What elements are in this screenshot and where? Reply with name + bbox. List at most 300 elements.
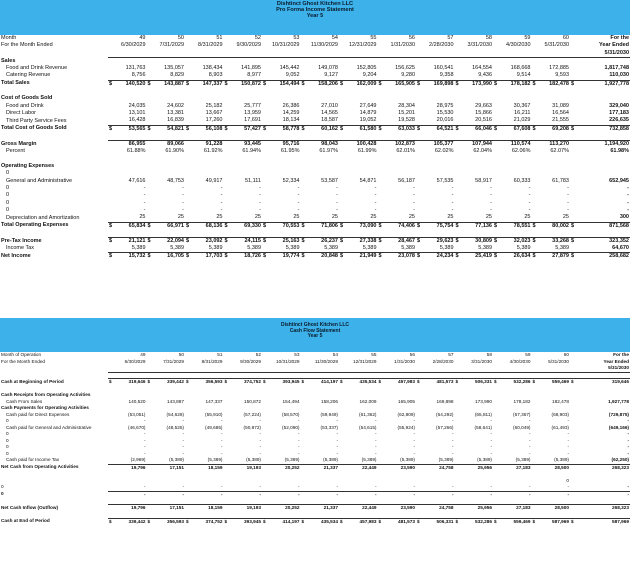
- total-cell: [570, 148, 630, 155]
- value-text: -: [297, 431, 300, 437]
- row-label: Depreciation and Amortization: [6, 214, 80, 221]
- row-label: Cash paid for Direct Expenses: [6, 411, 70, 417]
- value-text: -: [336, 484, 338, 490]
- currency-symbol: $: [571, 518, 574, 524]
- value-cell: [147, 192, 186, 199]
- value-text: 60,162: [321, 125, 338, 132]
- value-cell: [224, 245, 263, 253]
- value-cell: [224, 192, 263, 199]
- value-text: 54,821: [167, 125, 184, 132]
- value-cell: [455, 253, 494, 261]
- month-date: 9/30/2029: [236, 42, 261, 49]
- value-cell: [224, 491, 263, 498]
- value-text: 20,252: [285, 505, 300, 511]
- value-text: -: [528, 184, 531, 191]
- value-cell: [532, 491, 571, 498]
- total-cell: [570, 72, 630, 80]
- currency-symbol: $: [417, 222, 421, 229]
- currency-symbol: $: [263, 80, 267, 87]
- month-date: 6/30/2029: [124, 358, 146, 364]
- value-text: 47,616: [128, 177, 146, 184]
- value-text: 77,136: [475, 222, 492, 229]
- value-cell: [493, 185, 532, 192]
- value-text: 18,159: [208, 505, 223, 511]
- total-text: 1,194,920: [604, 140, 629, 147]
- value-text: -: [528, 491, 531, 497]
- value-text: 19,796: [131, 505, 146, 511]
- total-cell: [570, 178, 630, 185]
- total-text: 226,635: [609, 117, 629, 124]
- value-cell: [532, 117, 571, 125]
- value-text: -: [182, 418, 184, 424]
- spacer-cell: [493, 365, 532, 372]
- value-text: 61.99%: [357, 148, 377, 155]
- month-label: Month of Operation: [1, 352, 42, 358]
- month-number: 57: [447, 35, 454, 42]
- value-text: -: [259, 199, 261, 206]
- value-text: 71,806: [321, 222, 338, 229]
- value-text: -: [143, 199, 146, 206]
- row-label: Cost of Goods Sold: [1, 95, 53, 102]
- value-cell: [108, 457, 147, 464]
- spacer-cell: [147, 50, 186, 58]
- value-cell: [339, 125, 378, 133]
- value-cell: [262, 178, 301, 185]
- value-text: 61,580: [359, 125, 377, 132]
- value-text: 28,975: [436, 102, 454, 109]
- spacer-cell: [493, 50, 532, 58]
- value-cell: [378, 110, 417, 117]
- value-cell: [262, 185, 301, 192]
- month-date: 8/31/2029: [198, 42, 223, 49]
- value-text: 100,428: [356, 140, 377, 147]
- total-date: 5/31/2030: [570, 50, 630, 58]
- total-text: 268,323: [612, 464, 629, 470]
- value-text: -: [528, 192, 531, 199]
- value-text: 25: [216, 214, 223, 221]
- currency-symbol: $: [224, 222, 228, 229]
- value-text: 22,449: [362, 505, 377, 511]
- currency-symbol: $: [494, 253, 498, 260]
- currency-symbol: $: [340, 237, 344, 244]
- total-text: 871,568: [609, 222, 629, 229]
- value-text: (53,051): [128, 411, 146, 417]
- currency-symbol: $: [263, 379, 266, 385]
- value-text: 19,528: [398, 117, 415, 124]
- value-cell: [147, 140, 186, 148]
- value-text: 23,092: [205, 237, 223, 244]
- value-cell: [108, 200, 147, 207]
- value-cell: [455, 505, 494, 512]
- value-text: -: [182, 206, 184, 213]
- value-text: 9,204: [362, 72, 377, 79]
- value-cell: [339, 178, 378, 185]
- value-text: -: [182, 491, 184, 497]
- value-text: -: [182, 484, 184, 490]
- value-cell: [532, 192, 571, 199]
- table-row: [0, 245, 630, 253]
- month-number: 55: [370, 35, 377, 42]
- row-label: Cash Payments for Operating Activities: [1, 405, 89, 411]
- value-cell: [147, 207, 186, 214]
- value-text: 559,469: [513, 518, 531, 524]
- currency-symbol: $: [109, 253, 113, 260]
- value-cell: [224, 140, 263, 148]
- total-cell: [570, 200, 630, 207]
- month-date: 9/30/2029: [240, 358, 261, 364]
- currency-symbol: $: [186, 518, 189, 524]
- value-cell: [416, 178, 455, 185]
- value-cell: [339, 253, 378, 261]
- value-text: 143,887: [164, 80, 184, 87]
- row-label: 0: [6, 418, 9, 424]
- table-row: [0, 491, 630, 498]
- currency-symbol: $: [378, 237, 382, 244]
- value-text: -: [490, 431, 492, 437]
- value-cell: [455, 125, 494, 133]
- total-text: 323,352: [609, 237, 629, 244]
- value-text: 141,895: [241, 64, 261, 71]
- value-cell: [532, 72, 571, 80]
- currency-symbol: $: [147, 518, 151, 524]
- value-cell: [262, 214, 301, 222]
- value-text: -: [336, 192, 338, 199]
- total-text: 652,945: [609, 177, 629, 184]
- value-text: 5,389: [478, 245, 492, 252]
- value-text: -: [490, 484, 492, 490]
- value-text: -: [143, 491, 146, 497]
- value-text: 61.88%: [126, 148, 146, 155]
- currency-symbol: $: [301, 518, 305, 524]
- currency-symbol: $: [301, 237, 305, 244]
- value-text: 150,872: [244, 398, 261, 404]
- value-cell: [185, 214, 224, 222]
- value-text: 8,829: [170, 72, 184, 79]
- currency-symbol: $: [186, 237, 190, 244]
- value-text: -: [336, 199, 338, 206]
- value-cell: [262, 80, 301, 88]
- value-cell: [262, 491, 301, 498]
- value-text: 75,754: [436, 222, 454, 229]
- total-cell: [570, 505, 630, 512]
- value-text: 17,151: [169, 505, 184, 511]
- value-text: -: [220, 431, 223, 437]
- value-cell: [301, 457, 340, 464]
- value-cell: [301, 178, 340, 185]
- month-ended-label: For the Month Ended: [1, 358, 46, 364]
- value-text: -: [297, 444, 300, 450]
- currency-symbol: $: [455, 237, 459, 244]
- value-text: 156,625: [395, 64, 415, 71]
- spacer-cell: [339, 365, 378, 372]
- value-cell: [224, 178, 263, 185]
- value-text: (5,389): [400, 457, 415, 463]
- value-text: 102,873: [395, 140, 415, 147]
- value-text: 29,623: [436, 237, 454, 244]
- total-text: 300: [619, 214, 629, 221]
- month-number: 60: [563, 352, 569, 358]
- value-cell: [185, 170, 224, 177]
- value-cell: [532, 245, 571, 253]
- value-text: 23,590: [400, 505, 415, 511]
- value-cell: [493, 207, 532, 214]
- value-text: 17,151: [169, 464, 184, 470]
- value-cell: [224, 379, 263, 386]
- value-cell: [378, 125, 417, 133]
- value-cell: [224, 237, 263, 245]
- total-cell: [570, 125, 630, 133]
- spacer-cell: [185, 365, 224, 372]
- value-text: 374,752: [244, 379, 261, 385]
- value-cell: [224, 72, 263, 80]
- currency-symbol: $: [186, 222, 190, 229]
- table-row: [0, 192, 630, 199]
- row-label: Catering Revenue: [6, 72, 51, 79]
- value-text: -: [567, 437, 569, 443]
- value-text: 5,389: [285, 245, 300, 252]
- value-text: 51,111: [244, 177, 261, 184]
- value-cell: [493, 140, 532, 148]
- value-text: 165,905: [398, 398, 415, 404]
- currency-symbol: $: [571, 80, 575, 87]
- value-text: -: [259, 192, 261, 199]
- value-text: 165,905: [395, 80, 415, 87]
- month-number: 54: [332, 352, 338, 358]
- value-text: 16,211: [514, 109, 531, 116]
- value-text: -: [374, 484, 377, 490]
- value-cell: [108, 110, 147, 117]
- value-cell: [224, 65, 263, 72]
- value-text: 16,839: [167, 117, 184, 124]
- spacer-cell: [108, 50, 147, 58]
- table-row: [0, 58, 630, 65]
- value-text: (55,910): [205, 411, 223, 417]
- row-label: Total Sales: [1, 80, 30, 87]
- value-cell: [378, 65, 417, 72]
- value-cell: [493, 178, 532, 185]
- total-cell: [570, 237, 630, 245]
- company-name: Dishtinct Ghost Kitchen LLC: [276, 1, 354, 7]
- month-date: 7/31/2029: [159, 42, 184, 49]
- value-cell: [339, 200, 378, 207]
- value-text: 21,555: [552, 117, 569, 124]
- total-text: 64,670: [612, 245, 629, 252]
- value-text: -: [259, 431, 261, 437]
- value-text: -: [413, 450, 415, 456]
- value-text: 152,805: [356, 64, 377, 71]
- value-text: -: [528, 484, 531, 490]
- currency-symbol: $: [532, 379, 536, 385]
- value-text: -: [567, 199, 569, 206]
- value-text: -: [297, 192, 300, 199]
- currency-symbol: $: [378, 222, 382, 229]
- value-cell: [455, 170, 494, 177]
- value-cell: [108, 245, 147, 253]
- row-label: Operating Expenses: [1, 162, 55, 169]
- value-cell: [108, 214, 147, 222]
- value-text: -: [413, 491, 415, 497]
- value-cell: [262, 125, 301, 133]
- value-cell: [301, 200, 340, 207]
- value-text: 62.01%: [396, 148, 415, 155]
- currency-symbol: $: [224, 253, 228, 260]
- value-cell: [262, 399, 301, 406]
- value-cell: [532, 103, 571, 110]
- value-text: 17,691: [244, 117, 261, 124]
- value-text: 435,534: [321, 518, 338, 524]
- value-cell: [301, 192, 340, 199]
- value-cell: [455, 185, 494, 192]
- value-text: -: [259, 491, 261, 497]
- value-text: 66,971: [167, 222, 184, 229]
- value-text: 110,574: [510, 140, 531, 147]
- value-cell: [455, 117, 494, 125]
- value-text: -: [297, 450, 300, 456]
- value-cell: [532, 110, 571, 117]
- value-text: -: [374, 192, 377, 199]
- currency-symbol: $: [340, 222, 344, 229]
- currency-symbol: $: [186, 125, 190, 132]
- value-text: 8,756: [131, 72, 146, 79]
- value-cell: [455, 214, 494, 222]
- currency-symbol: $: [301, 125, 305, 132]
- value-cell: [493, 200, 532, 207]
- total-cell: [570, 192, 630, 199]
- total-text: -: [627, 206, 629, 213]
- value-cell: [378, 518, 417, 525]
- value-text: 9,436: [478, 72, 492, 79]
- income-statement-table: [0, 35, 630, 261]
- value-cell: [262, 464, 301, 471]
- value-cell: [301, 379, 340, 386]
- value-text: (5,389): [246, 457, 261, 463]
- total-cell: [570, 399, 630, 406]
- total-cell: [570, 484, 630, 491]
- value-cell: [339, 222, 378, 230]
- value-text: 5,389: [439, 245, 454, 252]
- value-cell: [532, 185, 571, 192]
- value-text: 158,206: [318, 80, 338, 87]
- value-cell: [108, 178, 147, 185]
- value-text: 393,945: [244, 518, 261, 524]
- row-label: Total Cost of Goods Sold: [1, 125, 67, 132]
- value-cell: [378, 379, 417, 386]
- value-text: -: [490, 199, 492, 206]
- value-text: 24,602: [167, 102, 184, 109]
- month-date: 3/31/2030: [467, 42, 492, 49]
- value-text: 17,703: [205, 253, 223, 260]
- table-row: [0, 80, 630, 88]
- value-text: 135,057: [164, 64, 184, 71]
- value-text: 28,500: [554, 464, 569, 470]
- value-text: -: [182, 184, 184, 191]
- value-text: 26,386: [282, 102, 300, 109]
- value-cell: [301, 72, 340, 80]
- value-cell: [493, 237, 532, 245]
- value-cell: [455, 379, 494, 386]
- currency-symbol: $: [147, 125, 151, 132]
- value-cell: [262, 65, 301, 72]
- value-text: -: [490, 491, 492, 497]
- value-cell: [224, 125, 263, 133]
- value-cell: [455, 192, 494, 199]
- value-text: -: [259, 444, 261, 450]
- value-cell: [532, 65, 571, 72]
- value-cell: [339, 505, 378, 512]
- value-cell: [339, 80, 378, 88]
- month-number: 58: [486, 352, 492, 358]
- total-header-line-1: For the: [610, 35, 629, 42]
- value-text: 80,002: [552, 222, 569, 229]
- value-text: -: [336, 184, 338, 191]
- value-cell: [339, 170, 378, 177]
- value-text: 25: [331, 214, 338, 221]
- statement-title: Cash Flow Statement: [289, 327, 341, 334]
- value-cell: [493, 80, 532, 88]
- value-text: 457,983: [398, 379, 415, 385]
- value-text: 27,649: [359, 102, 377, 109]
- value-cell: [147, 245, 186, 253]
- value-text: -: [413, 437, 415, 443]
- value-text: 5,389: [208, 245, 223, 252]
- cash-flow-table: [0, 352, 630, 525]
- value-cell: [262, 103, 301, 110]
- value-text: 62.02%: [434, 148, 454, 155]
- value-cell: [339, 148, 378, 155]
- currency-symbol: $: [147, 80, 151, 87]
- value-text: 18,134: [282, 117, 300, 124]
- value-text: -: [451, 437, 454, 443]
- value-text: 24,115: [244, 237, 261, 244]
- value-text: 173,990: [472, 80, 492, 87]
- month-number: 49: [139, 35, 146, 42]
- value-cell: [262, 117, 301, 125]
- spacer-cell: [108, 365, 147, 372]
- month-number: 60: [562, 35, 569, 42]
- value-text: -: [413, 418, 415, 424]
- month-date: 8/31/2029: [201, 358, 223, 364]
- total-text: -: [627, 437, 629, 443]
- month-date: 4/30/2030: [509, 358, 531, 364]
- month-date: 1/31/2030: [390, 42, 415, 49]
- value-cell: [378, 80, 417, 88]
- value-text: 53,587: [321, 177, 338, 184]
- value-cell: [185, 207, 224, 214]
- row-label: 0: [6, 170, 10, 177]
- row-label: 0: [6, 199, 10, 206]
- value-text: 5,389: [131, 245, 146, 252]
- month-number: 59: [524, 35, 531, 42]
- value-cell: [224, 484, 263, 491]
- value-text: -: [297, 418, 300, 424]
- currency-symbol: $: [186, 80, 190, 87]
- value-text: 15,530: [436, 109, 454, 116]
- value-cell: [339, 457, 378, 464]
- value-text: -: [490, 184, 492, 191]
- value-cell: [378, 237, 417, 245]
- spacer-cell: [416, 50, 455, 58]
- total-text: (649,166): [608, 424, 629, 430]
- value-text: 339,442: [167, 379, 184, 385]
- row-label: Gross Margin: [1, 140, 37, 147]
- value-text: -: [259, 484, 261, 490]
- value-cell: [301, 505, 340, 512]
- value-text: 16,428: [128, 117, 146, 124]
- value-cell: [455, 80, 494, 88]
- header-row-months: [0, 35, 630, 42]
- value-text: (54,628): [166, 411, 184, 417]
- value-text: -: [413, 206, 415, 213]
